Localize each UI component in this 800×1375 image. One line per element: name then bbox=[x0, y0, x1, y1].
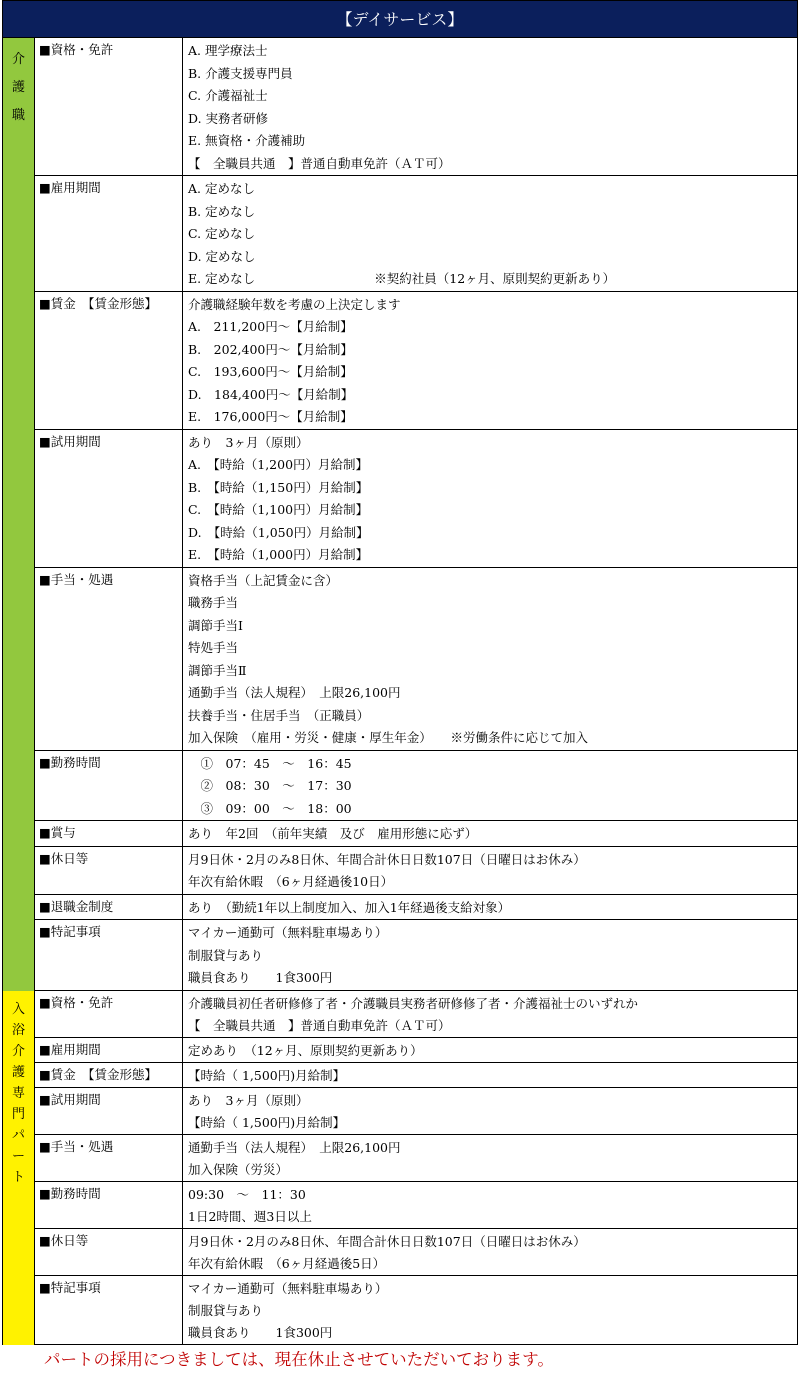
value-line: 職員食あり 1食300円 bbox=[188, 970, 333, 985]
table-title: 【デイサービス】 bbox=[2, 0, 798, 38]
row-values bbox=[183, 751, 797, 821]
row-values bbox=[183, 1182, 797, 1228]
value-line: B. 介護支援専門員 bbox=[188, 65, 293, 81]
value-line: 月9日休・2月のみ8日休、年間合計休日日数107日（日曜日はお休み） bbox=[188, 1233, 586, 1249]
value-line: 1日2時間、週3日以上 bbox=[188, 1208, 312, 1224]
value-line: 09:30 ～ 11：30 bbox=[188, 1186, 306, 1202]
row-label: ■勤務時間 bbox=[35, 1182, 183, 1228]
side-char: 浴 bbox=[11, 1022, 25, 1038]
table-row bbox=[35, 38, 798, 176]
row-values bbox=[183, 292, 797, 429]
section-bathing-part bbox=[2, 991, 798, 1345]
value-line: 加入保険 （雇用・労災・健康・厚生年金） ※労働条件に応じて加入 bbox=[188, 730, 589, 745]
section-rows bbox=[35, 991, 798, 1345]
value-line: ③ 09：00 ～ 18：00 bbox=[188, 800, 352, 816]
value-line: あり 年2回 （前年実績 及び 雇用形態に応ず） bbox=[188, 826, 478, 841]
value-line: A. 理学療法士 bbox=[188, 43, 268, 58]
value-line: 通勤手当（法人規程） 上限26,100円 bbox=[188, 1139, 401, 1155]
side-char: 入 bbox=[11, 1001, 25, 1017]
value-line: 介護職員初任者研修修了者・介護職員実務者研修修了者・介護福祉士のいずれか bbox=[188, 995, 639, 1011]
value-line: 月9日休・2月のみ8日休、年間合計休日日数107日（日曜日はお休み） bbox=[188, 851, 586, 867]
table-row bbox=[35, 176, 798, 292]
table-row bbox=[35, 1135, 798, 1182]
side-char: 職 bbox=[11, 108, 25, 123]
value-line: C. 193,600円～【月給制】 bbox=[188, 364, 353, 379]
value-line: A. 定めなし bbox=[188, 181, 255, 196]
row-values bbox=[183, 1063, 797, 1087]
value-line: ① 07：45 ～ 16：45 bbox=[188, 755, 352, 771]
table-row bbox=[35, 1063, 798, 1088]
side-label-bathing-part bbox=[3, 991, 35, 1345]
table-row bbox=[35, 430, 798, 568]
side-char: 介 bbox=[11, 1043, 25, 1059]
row-values bbox=[183, 920, 797, 990]
side-char: ー bbox=[11, 1148, 25, 1164]
row-label: ■休日等 bbox=[35, 847, 183, 894]
job-info-table bbox=[2, 0, 798, 1375]
value-line: E. 【時給（1,000円）月給制】 bbox=[188, 547, 369, 562]
value-line: 【時給（ 1,500円)月給制】 bbox=[188, 1067, 346, 1083]
row-values bbox=[183, 1276, 797, 1344]
row-label: ■雇用期間 bbox=[35, 1038, 183, 1062]
row-label: ■資格・免許 bbox=[35, 991, 183, 1037]
table-row bbox=[35, 1276, 798, 1345]
value-line: 【 全職員共通 】普通自動車免許（ＡＴ可） bbox=[188, 155, 451, 171]
row-values bbox=[183, 991, 797, 1037]
value-line: 調節手当Ⅰ bbox=[188, 617, 243, 633]
value-line: E. 定めなし ※契約社員（12ヶ月、原則契約更新あり） bbox=[188, 271, 616, 286]
value-line: B. 【時給（1,150円）月給制】 bbox=[188, 479, 369, 495]
value-line: B. 定めなし bbox=[188, 203, 256, 219]
footer-note: パートの採用につきましては、現在休止させていただいております。 bbox=[44, 1349, 554, 1369]
table-row bbox=[35, 821, 798, 847]
value-line: B. 202,400円～【月給制】 bbox=[188, 341, 353, 357]
value-line: 特処手当 bbox=[188, 640, 239, 655]
row-label: ■賃金 【賃金形態】 bbox=[35, 1063, 183, 1087]
value-line: 職員食あり 1食300円 bbox=[188, 1324, 333, 1340]
section-care-staff bbox=[2, 38, 798, 991]
table-row bbox=[35, 1182, 798, 1229]
value-line: D. 184,400円～【月給制】 bbox=[188, 386, 354, 402]
row-values bbox=[183, 1229, 797, 1275]
value-line: 【時給（ 1,500円)月給制】 bbox=[188, 1114, 346, 1130]
row-values bbox=[183, 38, 797, 175]
value-line: 年次有給休暇 （6ヶ月経過後10日） bbox=[188, 874, 394, 889]
row-values bbox=[183, 1038, 797, 1062]
table-row bbox=[35, 1229, 798, 1276]
value-line: E. 無資格・介護補助 bbox=[188, 133, 306, 148]
value-line: 定めあり （12ヶ月、原則契約更新あり） bbox=[188, 1042, 423, 1058]
value-line: E. 176,000円～【月給制】 bbox=[188, 409, 353, 424]
value-line: 調節手当Ⅱ bbox=[188, 662, 247, 678]
side-char: 介 bbox=[11, 52, 25, 67]
side-char: 門 bbox=[11, 1106, 25, 1122]
value-line: 介護職経験年数を考慮の上決定します bbox=[188, 296, 401, 312]
value-line: 通勤手当（法人規程） 上限26,100円 bbox=[188, 685, 401, 700]
value-line: A. 211,200円～【月給制】 bbox=[188, 319, 353, 334]
value-line: あり 3ヶ月（原則） bbox=[188, 434, 309, 450]
value-line: あり （勤続1年以上制度加入、加入1年経過後支給対象） bbox=[188, 899, 511, 915]
row-label: ■休日等 bbox=[35, 1229, 183, 1275]
value-line: D. 【時給（1,050円）月給制】 bbox=[188, 524, 369, 540]
value-line: 年次有給休暇 （6ヶ月経過後5日） bbox=[188, 1255, 386, 1271]
value-line: 資格手当（上記賃金に含） bbox=[188, 572, 339, 588]
side-char: 護 bbox=[11, 1064, 25, 1080]
table-row bbox=[35, 895, 798, 921]
value-line: D. 実務者研修 bbox=[188, 110, 269, 126]
row-values bbox=[183, 430, 797, 567]
row-label: ■特記事項 bbox=[35, 920, 183, 990]
row-label: ■勤務時間 bbox=[35, 751, 183, 821]
table-row bbox=[35, 1088, 798, 1135]
side-char: 専 bbox=[11, 1085, 25, 1101]
row-values bbox=[183, 176, 797, 291]
value-line: C. 【時給（1,100円）月給制】 bbox=[188, 502, 369, 517]
value-line: D. 定めなし bbox=[188, 248, 256, 264]
side-label-care-staff bbox=[3, 38, 35, 991]
value-line: マイカー通勤可（無料駐車場あり） bbox=[188, 925, 388, 940]
table-row bbox=[35, 751, 798, 822]
row-label: ■手当・処遇 bbox=[35, 1135, 183, 1181]
table-row bbox=[35, 292, 798, 430]
value-line: マイカー通勤可（無料駐車場あり） bbox=[188, 1280, 388, 1296]
table-row bbox=[35, 847, 798, 895]
value-line: C. 介護福祉士 bbox=[188, 88, 268, 103]
value-line: 制服貸与あり bbox=[188, 1302, 264, 1318]
value-line: 職務手当 bbox=[188, 595, 239, 610]
table-row bbox=[35, 920, 798, 991]
value-line: 扶養手当・住居手当 （正職員） bbox=[188, 707, 370, 723]
value-line: ② 08：30 ～ 17：30 bbox=[188, 778, 352, 793]
row-values bbox=[183, 568, 797, 750]
row-label: ■試用期間 bbox=[35, 430, 183, 567]
table-row bbox=[35, 991, 798, 1038]
value-line: C. 定めなし bbox=[188, 226, 256, 241]
row-label: ■賃金 【賃金形態】 bbox=[35, 292, 183, 429]
value-line: あり 3ヶ月（原則） bbox=[188, 1092, 309, 1108]
row-values bbox=[183, 1135, 797, 1181]
row-label: ■雇用期間 bbox=[35, 176, 183, 291]
row-label: ■賞与 bbox=[35, 821, 183, 846]
side-char: 護 bbox=[11, 80, 25, 95]
value-line: 制服貸与あり bbox=[188, 947, 264, 963]
value-line: 【 全職員共通 】普通自動車免許（ＡＴ可） bbox=[188, 1017, 451, 1033]
value-line: 加入保険（労災） bbox=[188, 1161, 289, 1177]
side-char: ト bbox=[11, 1169, 25, 1185]
value-line: A. 【時給（1,200円）月給制】 bbox=[188, 457, 369, 472]
section-rows bbox=[35, 38, 798, 991]
row-values bbox=[183, 895, 797, 920]
row-label: ■試用期間 bbox=[35, 1088, 183, 1134]
row-label: ■退職金制度 bbox=[35, 895, 183, 920]
table-row bbox=[35, 568, 798, 751]
row-label: ■手当・処遇 bbox=[35, 568, 183, 750]
row-values bbox=[183, 821, 797, 846]
table-row bbox=[35, 1038, 798, 1063]
side-char: パ bbox=[11, 1127, 25, 1143]
row-label: ■特記事項 bbox=[35, 1276, 183, 1344]
row-values bbox=[183, 1088, 797, 1134]
row-label: ■資格・免許 bbox=[35, 38, 183, 175]
row-values bbox=[183, 847, 797, 894]
